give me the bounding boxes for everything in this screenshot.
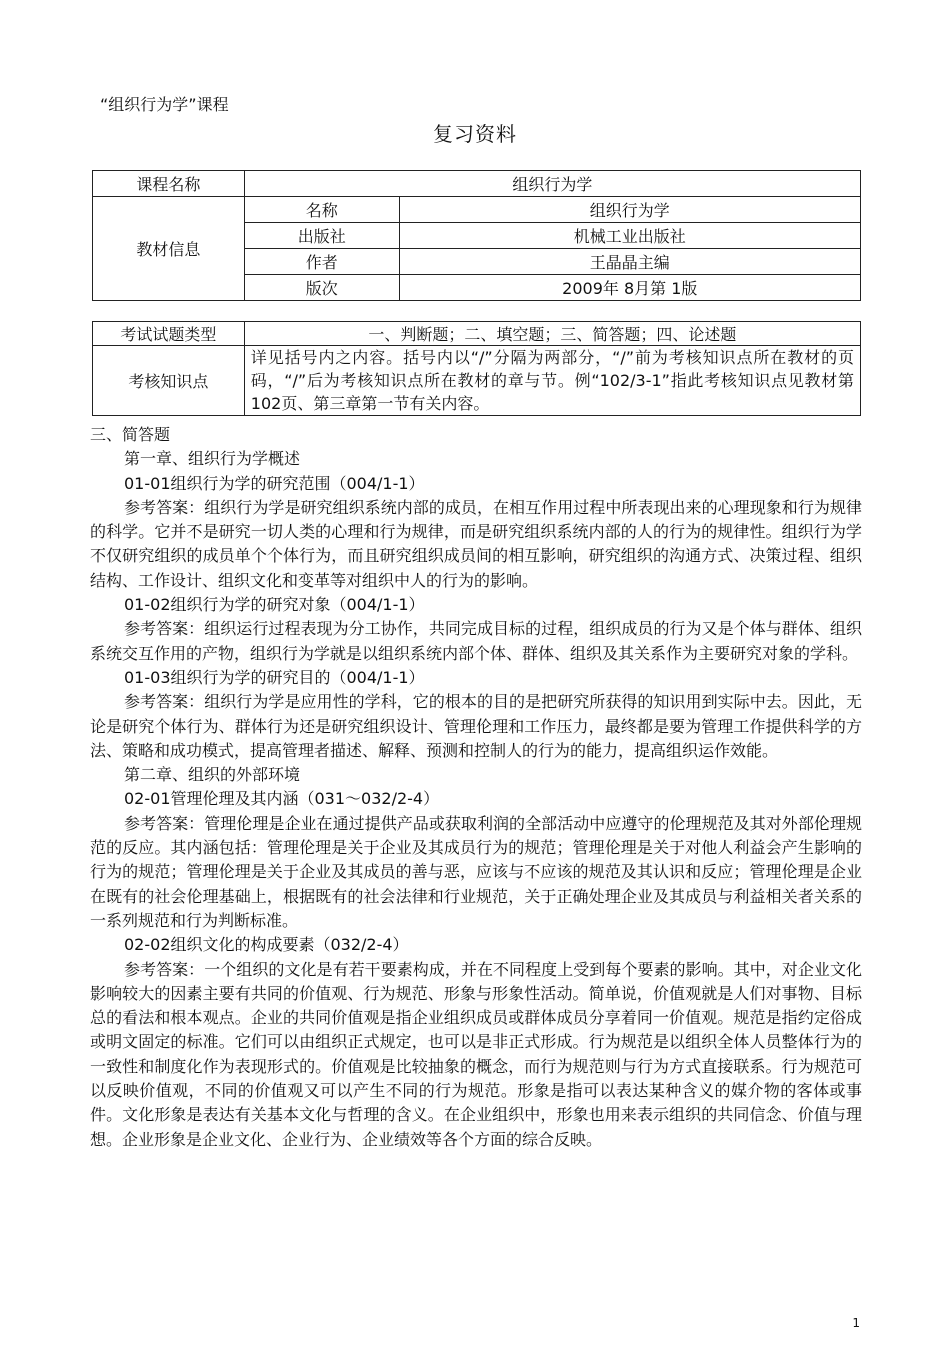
textbook-field-label: 名称 — [244, 197, 399, 223]
chapter-heading: 第一章、组织行为学概述 — [124, 449, 301, 469]
answer-paragraph: 参考答案：组织运行过程表现为分工协作，共同完成目标的过程，组织成员的行为又是个体与群体、组织系统交互作用的产物，组织行为学就是以组织系统内部个体、群体、组织及其关系作为主要研究对象的学科。 — [90, 619, 862, 663]
exam-type-value: 一、判断题；二、填空题；三、简答题；四、论述题 — [244, 322, 860, 346]
answer-paragraph: 参考答案：管理伦理是企业在通过提供产品或获取利润的全部活动中应遵守的伦理规范及其对外部伦理规范的反应。其内涵包括：管理伦理是关于企业及其成员行为的规范；管理伦理是关于对他人利益会产生影响的行为的规范；管理伦理是关于企业及其成员的善与恶，应该与不应该的规范及其认识和反应；管理伦理是企业在既有的社会伦理基础上，根据既有的社会法律和行业规范，关于正确处理企业及其成员与利益相关者关系的一系列规范和行为判断标准。 — [90, 813, 862, 930]
course-name-label: 课程名称 — [93, 171, 245, 197]
question-title: 01-01组织行为学的研究范围（004/1-1） — [124, 473, 425, 493]
answer-paragraph: 参考答案：一个组织的文化是有若干要素构成，并在不同程度上受到每个要素的影响。其中，对企业文化影响较大的因素主要有共同的价值观、行为规范、形象与形象性活动。简单说，价值观就是人们对事物、目标总的看法和根本观点。企业的共同价值观是指企业组织成员或群体成员分享着同一价值观。规范是指约定俗成或明文固定的标准。它们可以由组织正式规定，也可以是非正式形成。行为规范是以组织全体人员整体行为的一致性和制度化作为表现形式的。价值观是比较抽象的概念，而行为规范则与行为方式直接联系。行为规范可以反映价值观，不同的价值观又可以产生不同的行为规范。形象是指可以表达某种含义的媒介物的客体或事件。文化形象是表达有关基本文化与哲理的含义。在企业组织中，形象也用来表示组织的共同信念、价值与理想。企业形象是企业文化、企业行为、企业绩效等各个方面的综合反映。 — [90, 959, 862, 1149]
question-title: 01-02组织行为学的研究对象（004/1-1） — [124, 595, 425, 615]
exam-type-label: 考试试题类型 — [93, 322, 245, 346]
textbook-field-label: 作者 — [244, 249, 399, 275]
knowledge-point-label: 考核知识点 — [93, 346, 245, 416]
textbook-field-value: 2009年 8月第 1版 — [399, 275, 860, 301]
page-title: 复习资料 — [433, 122, 517, 146]
exam-info-table — [92, 321, 861, 416]
knowledge-point-description: 详见括号内之内容。括号内以“/”分隔为两部分，“/”前为考核知识点所在教材的页码，“/”后为考核知识点所在教材的章与节。例“102/3-1”指此考核知识点见教材第 102页、第三章第一节有关内容。 — [244, 346, 860, 416]
course-line: “组织行为学”课程 — [100, 95, 229, 114]
textbook-field-value: 机械工业出版社 — [399, 223, 860, 249]
question-title: 02-01管理伦理及其内涵（031～032/2-4） — [124, 789, 440, 809]
question-title: 01-03组织行为学的研究目的（004/1-1） — [124, 667, 425, 687]
answer-paragraph: 参考答案：组织行为学是应用性的学科，它的根本的目的是把研究所获得的知识用到实际中去。因此，无论是研究个体行为、群体行为还是研究组织设计、管理伦理和工作压力，最终都是要为管理工作提供科学的方法、策略和成功模式，提高管理者描述、解释、预测和控制人的行为的能力，提高组织运作效能。 — [90, 692, 862, 760]
textbook-field-label: 出版社 — [244, 223, 399, 249]
table-row — [93, 322, 861, 346]
content-body — [90, 423, 862, 1152]
textbook-field-value: 王晶晶主编 — [399, 249, 860, 275]
section-heading: 三、简答题 — [90, 425, 171, 444]
answer-paragraph: 参考答案：组织行为学是研究组织系统内部的成员，在相互作用过程中所表现出来的心理现象和行为规律的科学。它并不是研究一切人类的心理和行为规律，而是研究组织系统内部的人的行为的规律性。组织行为学不仅研究组织的成员单个个体行为，而且研究组织成员间的相互影响，研究组织的沟通方式、决策过程、组织结构、工作设计、组织文化和变革等对组织中人的行为的影响。 — [90, 497, 862, 590]
question-title: 02-02组织文化的构成要素（032/2-4） — [124, 935, 409, 955]
page-number: 1 — [852, 1316, 860, 1330]
table-row — [93, 197, 861, 223]
textbook-field-value: 组织行为学 — [399, 197, 860, 223]
table-row — [93, 346, 861, 416]
chapter-heading: 第二章、组织的外部环境 — [124, 765, 301, 785]
course-name-value: 组织行为学 — [244, 171, 860, 197]
textbook-info-label: 教材信息 — [93, 197, 245, 301]
textbook-field-label: 版次 — [244, 275, 399, 301]
course-info-table — [92, 170, 861, 301]
table-row — [93, 171, 861, 197]
